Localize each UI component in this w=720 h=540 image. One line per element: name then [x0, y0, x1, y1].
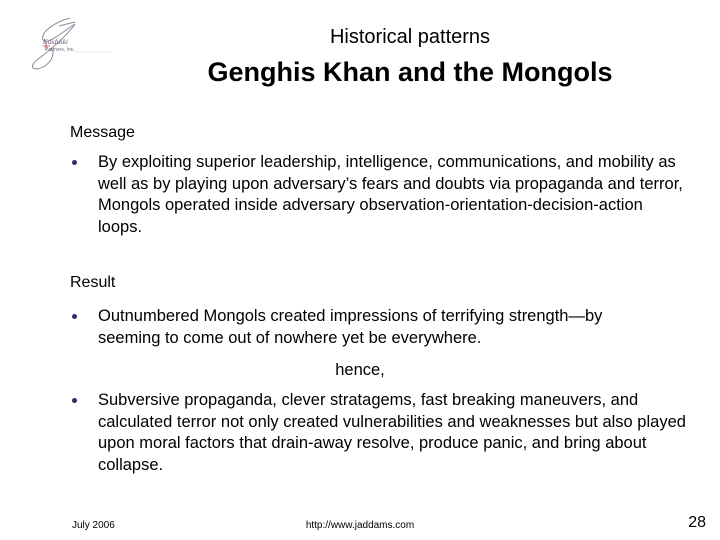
svg-text:Kaiduski: Kaiduski — [43, 38, 68, 46]
svg-text:Partners, Inc.: Partners, Inc. — [45, 47, 75, 53]
bullet-icon — [70, 152, 98, 238]
result-bullet-1 — [70, 306, 660, 349]
bullet-text: Outnumbered Mongols created impressions of terrifying strength—by seeming to come out of nowhere yet be everywhere. — [98, 307, 603, 347]
footer-date: July 2006 — [72, 520, 115, 531]
bullet-text: By exploiting superior leadership, intelligence, communications, and mobility as well as by playing upon adversary’s fears and doubts via propaganda and terror, Mongols operated inside adversary observation-orientation-decision-action loops. — [98, 153, 683, 236]
company-logo — [15, 10, 125, 75]
bullet-icon — [70, 306, 98, 349]
result-bullet-2 — [70, 390, 695, 476]
section-heading-result: Result — [70, 274, 116, 291]
page-number: 28 — [688, 514, 706, 531]
footer-url: http://www.jaddams.com — [305, 520, 415, 531]
slide-title: Genghis Khan and the Mongols — [207, 57, 613, 87]
slide-subtitle: Historical patterns — [329, 26, 491, 48]
signature-logo-icon — [15, 10, 125, 75]
message-bullet — [70, 152, 690, 238]
bullet-text: Subversive propaganda, clever stratagems, fast breaking maneuvers, and calculated terror not only created vulnerabilities and weaknesses but also played upon moral factors that drain-away resolve, produce panic, and bring about collapse. — [98, 391, 686, 474]
section-heading-message: Message — [70, 124, 135, 141]
connector-text: hence, — [335, 361, 385, 379]
bullet-icon — [70, 390, 98, 476]
